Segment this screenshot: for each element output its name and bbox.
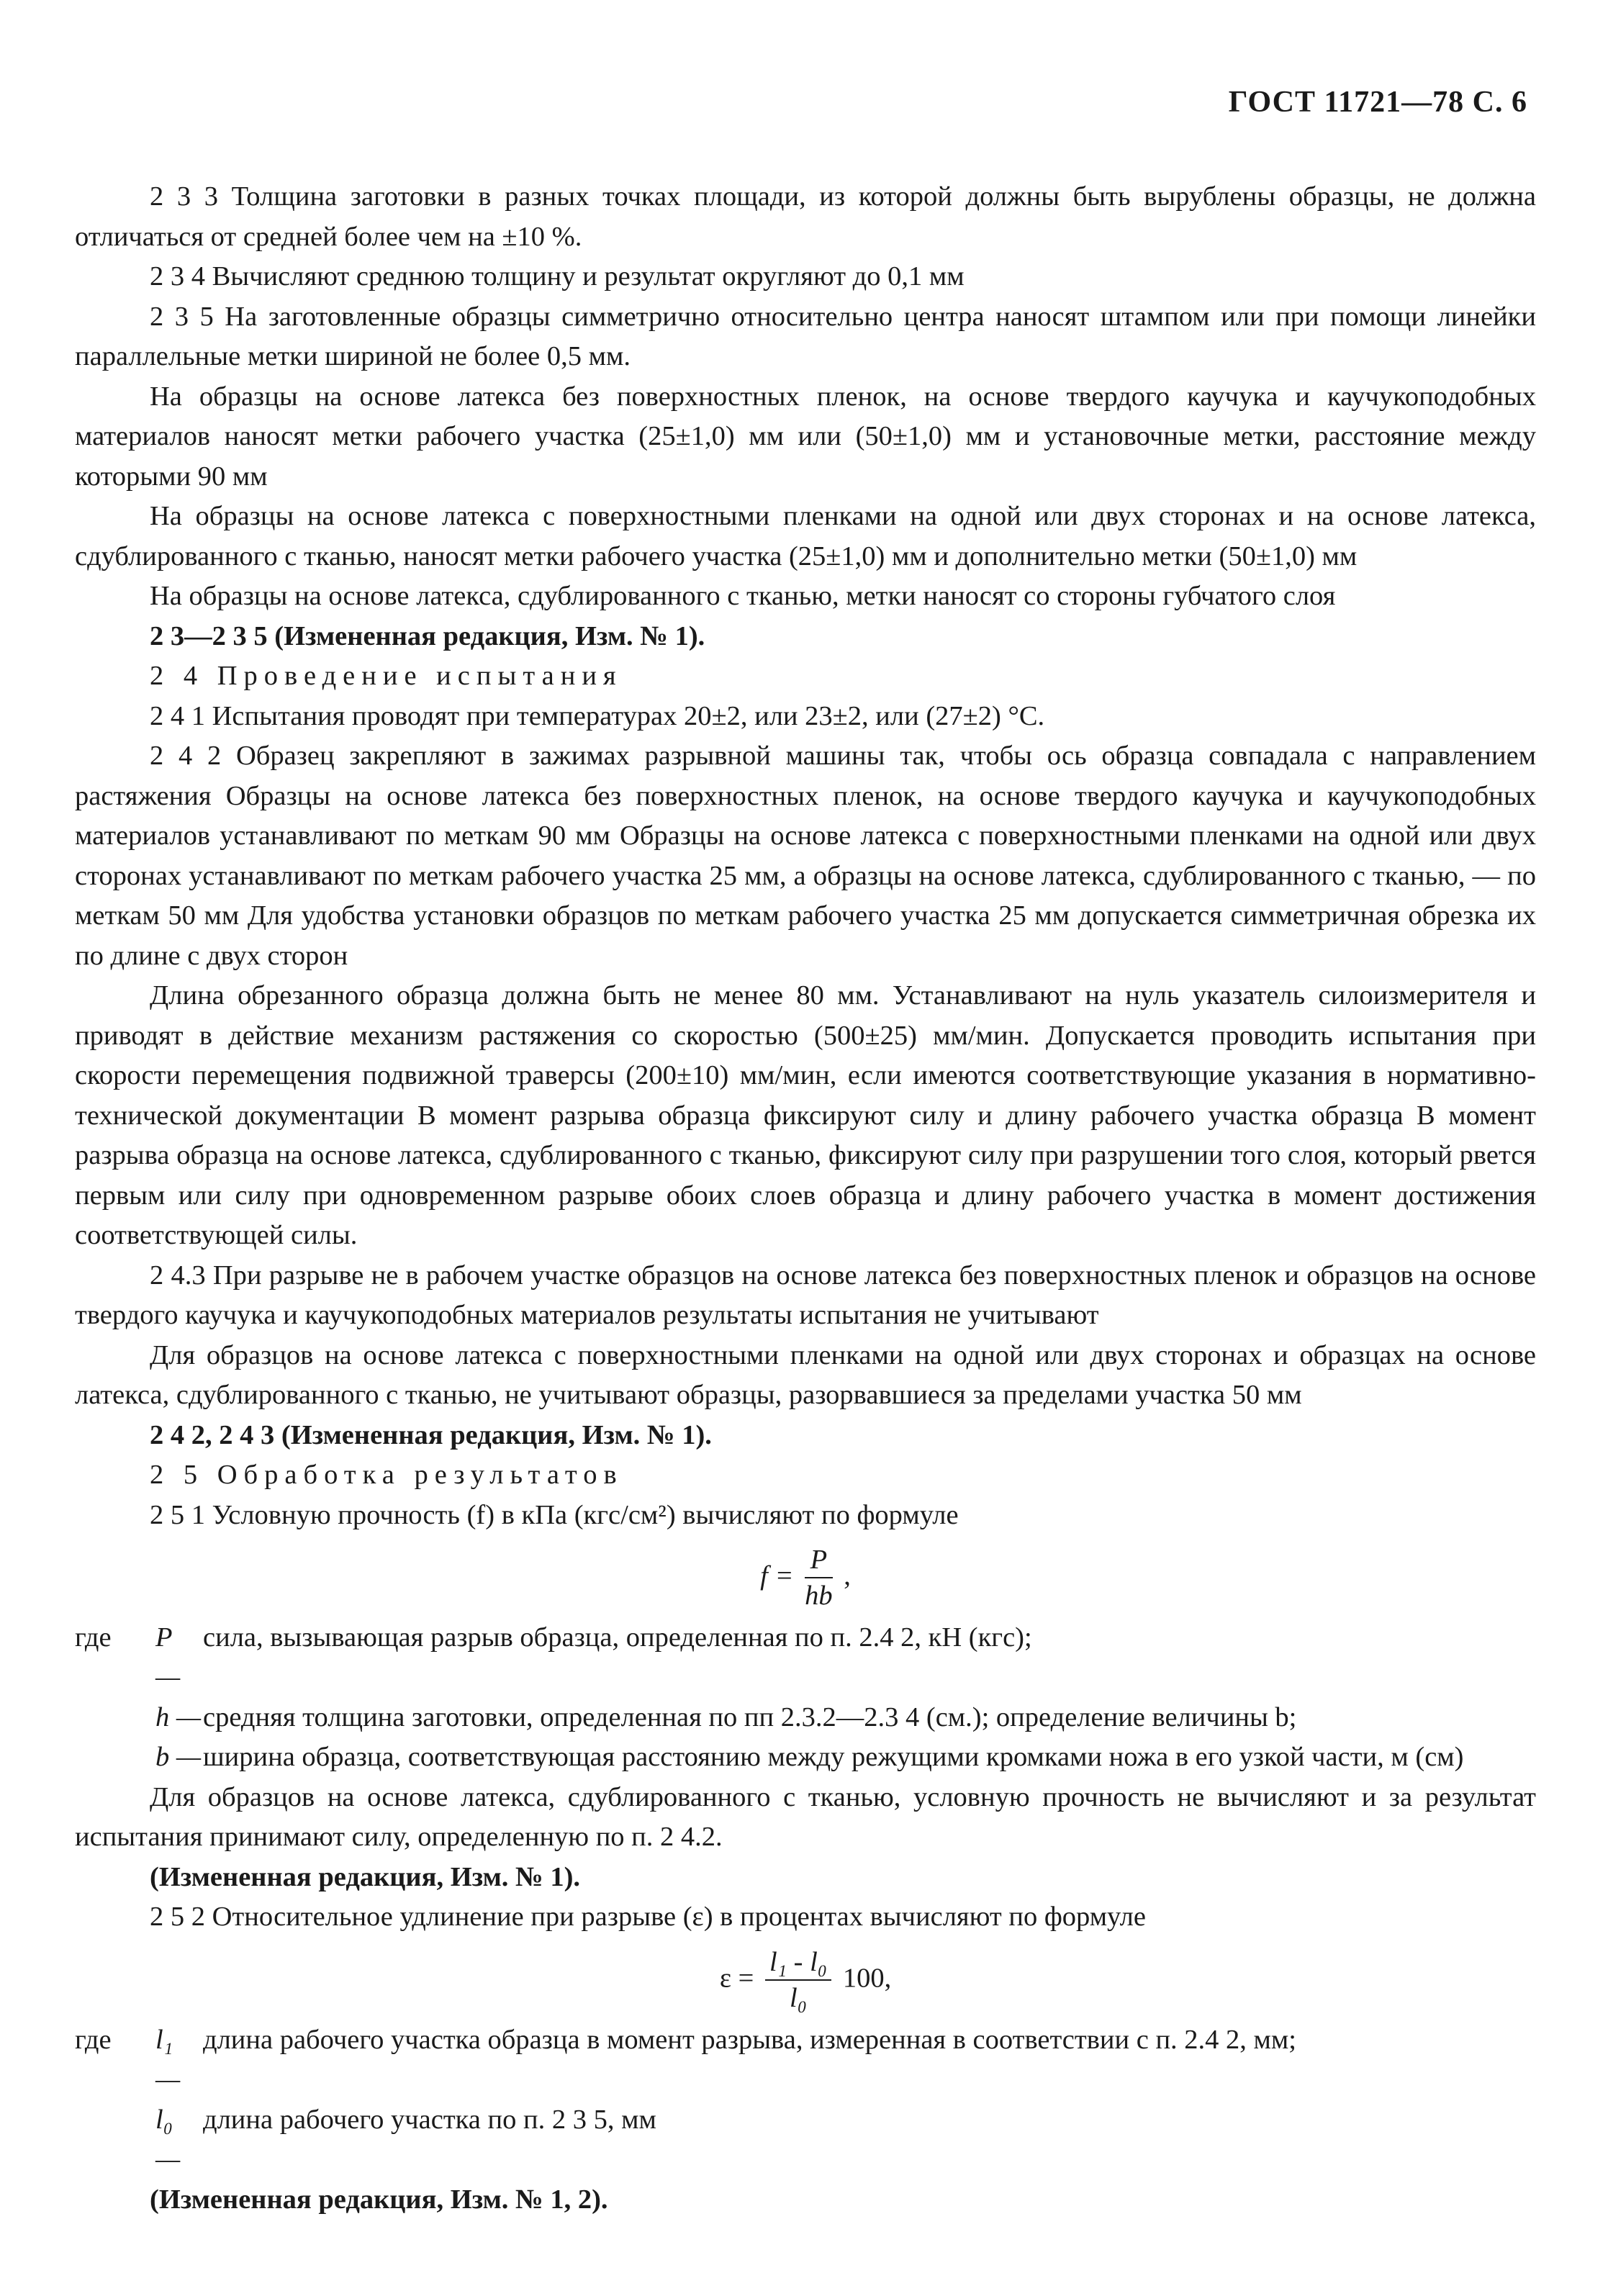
def-symbol: P — (155, 1622, 181, 1693)
paragraph-235-marks-b: На образцы на основе латекса с поверхностными пленками на одной или двух сторонах и на основе латекса, сдублированного с тканью, наносят метки рабочего участка (25±1,0) мм и дополнительно метки (50±1,0) мм (75, 501, 1536, 571)
def-where-label: где (75, 1622, 112, 1653)
formula-tail: 100, (836, 1963, 892, 1994)
paragraph-243: 2 4.3 При разрыве не в рабочем участке образцов на основе латекса без поверхностных пленок и образцов на основе твердого каучука и каучукоподобных материалов результаты испытания не учитывают (75, 1260, 1536, 1330)
paragraph-243-films: Для образцов на основе латекса с поверхностными пленками на одной или двух сторонах и образцах на основе латекса, сдублированного с тканью, не учитывают образцы, разорвавшиеся за пределами участка 50 мм (75, 1339, 1536, 1410)
paragraph-252: 2 5 2 Относительное удлинение при разрыве (ε) в процентах вычисляют по формуле (150, 1902, 1146, 1933)
amendment-note-1: 2 3—2 3 5 (Измененная редакция, Изм. № 1). (150, 620, 705, 651)
elongation-formula (75, 1948, 1536, 2013)
section-heading-24: 2 4 Проведение испытания (150, 661, 623, 691)
paragraph-251: 2 5 1 Условную прочность (f) в кПа (кгс/см²) вычисляют по формуле (150, 1499, 959, 1530)
amendment-note-3: (Измененная редакция, Изм. № 1). (150, 1861, 581, 1892)
def-where-label (75, 2100, 155, 2180)
def-text: средняя толщина заготовки, определенная по пп 2.3.2—2.3 4 (см.); определение величины b; (203, 1701, 1297, 1732)
def-symbol: h — (155, 1701, 202, 1732)
paragraph-235-marks-a: На образцы на основе латекса без поверхностных пленок, на основе твердого каучука и каучукоподобных материалов наносят метки рабочего участка (25±1,0) мм или (50±1,0) мм и установочные метки, расстояние между которыми 90 мм (75, 381, 1536, 492)
amendment-note-4: (Измененная редакция, Изм. № 1, 2). (150, 2184, 608, 2215)
formula-lhs: f = (760, 1560, 794, 1591)
paragraph-242-length: Длина обрезанного образца должна быть не менее 80 мм. Устанавливают на нуль указатель силоизмерителя и приводят в действие механизм растяжения со скоростью (500±25) мм/мин. Допускается проводить испытания при скорости перемещения подвижной траверсы (200±10) мм/мин, если имеются соответствующие указания в нормативно-технической документации В момент разрыва образца фиксируют силу и длину рабочего участка образца В момент разрыва образца на основе латекса, сдублированного с тканью, фиксируют силу при разрушении того слоя, который рвется первым или силу при одновременном разрыве обоих слоев образца и длину рабочего участка в момент достижения соответствующей силы. (75, 980, 1536, 1250)
formula-denominator: l₀ (790, 1983, 808, 2014)
formula-numerator: l₁ - l₀ (765, 1948, 831, 1981)
paragraph-235: 2 3 5 На заготовленные образцы симметрично относительно центра наносят штампом или при помощи линейки параллельные метки шириной не более 0,5 мм. (75, 301, 1536, 371)
def-where-label: где (75, 2024, 112, 2055)
def-text: сила, вызывающая разрыв образца, определенная по п. 2.4 2, кН (кгс); (203, 1622, 1032, 1653)
def-symbol: b — (155, 1742, 202, 1773)
section-heading-25: 2 5 Обработка результатов (150, 1460, 623, 1490)
def-where-label (75, 1737, 155, 1778)
strength-formula (75, 1545, 1536, 1611)
def-text: длина рабочего участка образца в момент разрыва, измеренная в соответствии с п. 2.4 2, мм; (203, 2024, 1296, 2055)
paragraph-234: 2 3 4 Вычисляют среднюю толщину и результат округляют до 0,1 мм (150, 261, 965, 291)
def-text: ширина образца, соответствующая расстоянию между режущими кромками ножа в его узкой части, м (см) (203, 1742, 1464, 1773)
formula-tail: , (836, 1560, 851, 1591)
def-where-label (75, 1698, 155, 1738)
paragraph-242: 2 4 2 Образец закрепляют в зажимах разрывной машины так, чтобы ось образца совпадала с направлением растяжения Образцы на основе латекса без поверхностных пленок, на основе твердого каучука и каучукоподобных материалов устанавливают по меткам 90 мм Образцы на основе латекса с поверхностными пленками на одной или двух сторонах устанавливают по меткам рабочего участка 25 мм, а образцы на основе латекса, сдублированного с тканью, — по меткам 50 мм Для удобства установки образцов по меткам рабочего участка 25 мм допускается симметричная обрезка их по длине с двух сторон (75, 741, 1536, 971)
def-text: длина рабочего участка по п. 2 3 5, мм (203, 2104, 656, 2135)
formula-lhs: ε = (719, 1963, 754, 1994)
formula-fraction (765, 1948, 831, 2013)
paragraph-241: 2 4 1 Испытания проводят при температурах 20±2, или 23±2, или (27±2) °С. (150, 700, 1045, 731)
formula-numerator: P (805, 1545, 833, 1578)
formula-denominator: hb (805, 1581, 833, 1612)
paragraph-235-marks-c: На образцы на основе латекса, сдублированного с тканью, метки наносят со стороны губчатого слоя (150, 581, 1336, 611)
paragraph-233: 2 3 3 Толщина заготовки в разных точках площади, из которой должны быть вырублены образцы, не должна отличаться от средней более чем на ±10 %. (75, 181, 1536, 252)
formula-1-definitions (75, 1618, 1536, 1778)
document-body (75, 177, 1536, 2220)
def-symbol: l₁ — (155, 2024, 181, 2095)
page-header: ГОСТ 11721—78 С. 6 (1228, 86, 1527, 119)
def-symbol: l₀ — (155, 2104, 181, 2175)
formula-2-definitions (75, 2020, 1536, 2180)
amendment-note-2: 2 4 2, 2 4 3 (Измененная редакция, Изм. № 1). (150, 1419, 712, 1450)
paragraph-251-latex: Для образцов на основе латекса, сдублированного с тканью, условную прочность не вычисляют и за результат испытания принимают силу, определенную по п. 2 4.2. (75, 1781, 1536, 1853)
formula-fraction (805, 1545, 833, 1611)
